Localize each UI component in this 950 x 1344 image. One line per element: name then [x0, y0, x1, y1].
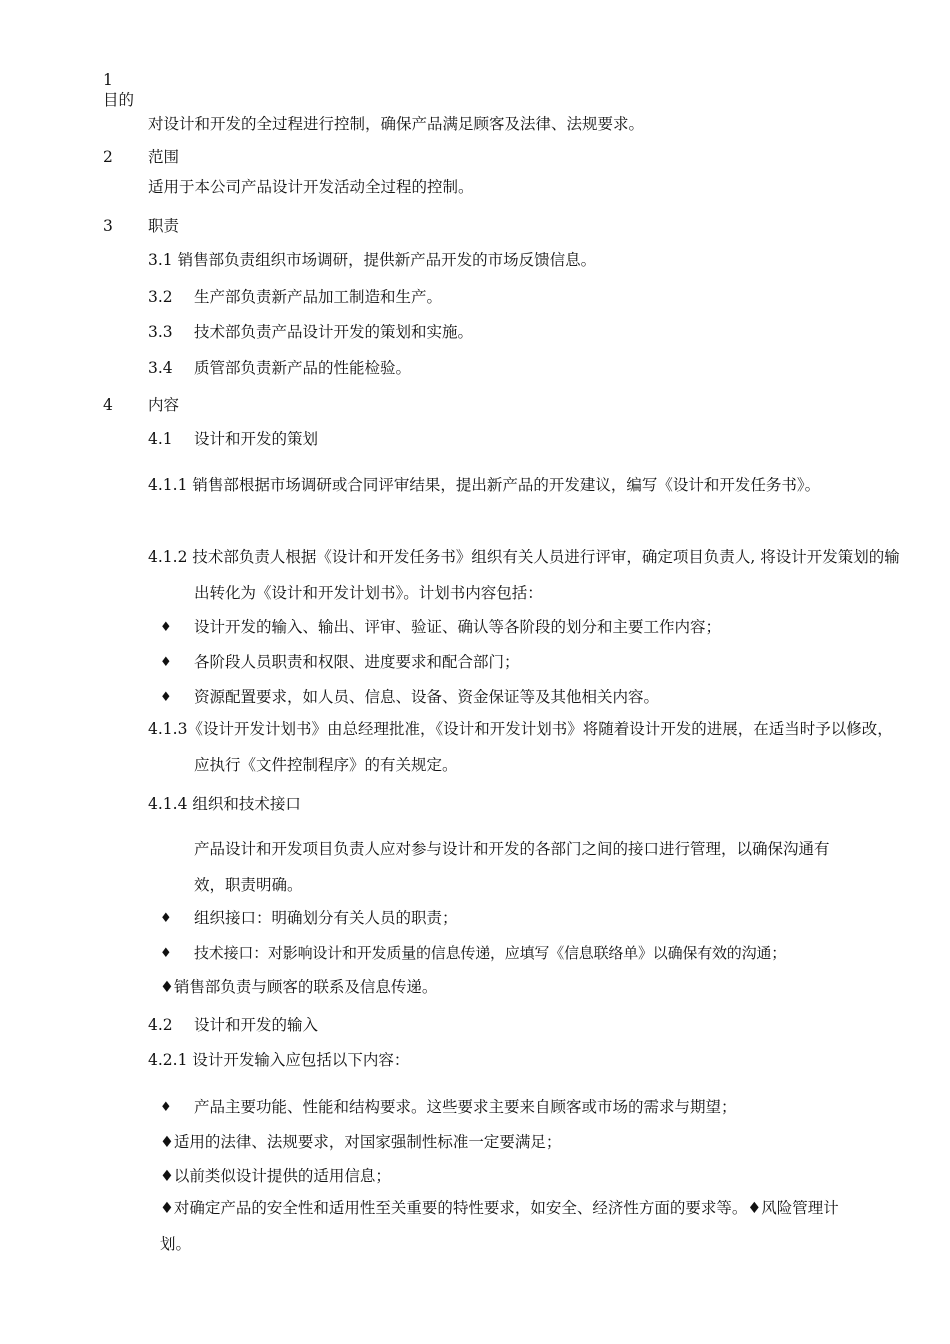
bullet-5-marker: ♦: [160, 946, 172, 961]
bullet-5-text: 技术接口：对影响设计和开发质量的信息传递，应填写《信息联络单》以确保有效的沟通；: [194, 944, 787, 962]
bullet-4-marker: ♦: [160, 911, 172, 926]
section-1-text: 对设计和开发的全过程进行控制，确保产品满足顾客及法律、法规要求。: [148, 115, 645, 133]
bullet-9-text: ♦以前类似设计提供的适用信息；: [160, 1167, 391, 1185]
bullet-10-text: ♦对确定产品的安全性和适用性至关重要的特性要求，如安全、经济性方面的要求等。♦风险管理计划。: [160, 1199, 839, 1253]
section-1-number: 1: [103, 71, 113, 89]
bullet-3-marker: ♦: [160, 690, 172, 705]
section-3-number: 3: [103, 217, 113, 235]
bullet-2-text: 各阶段人员职责和权限、进度要求和配合部门；: [194, 653, 520, 671]
item-3-1: 3.1 销售部负责组织市场调研，提供新产品开发的市场反馈信息。: [148, 251, 597, 269]
section-1-title: 目的: [103, 91, 135, 109]
bullet-6-text: ♦销售部负责与顾客的联系及信息传递。: [160, 978, 438, 996]
section-4-2-number: 4.2: [148, 1016, 173, 1034]
bullet-1-text: 设计开发的输入、输出、评审、验证、确认等各阶段的划分和主要工作内容；: [194, 618, 722, 636]
section-4-1-title: 设计和开发的策划: [194, 430, 319, 448]
item-3-2-text: 生产部负责新产品加工制造和生产。: [194, 288, 443, 306]
item-3-4-text: 质管部负责新产品的性能检验。: [194, 359, 412, 377]
bullet-7-text: 产品主要功能、性能和结构要求。这些要求主要来自顾客或市场的需求与期望；: [194, 1098, 737, 1116]
section-3-title: 职责: [148, 217, 180, 235]
section-4-title: 内容: [148, 396, 180, 414]
section-4-2-title: 设计和开发的输入: [194, 1016, 319, 1034]
item-3-3-text: 技术部负责产品设计开发的策划和实施。: [194, 323, 474, 341]
item-3-4-number: 3.4: [148, 359, 173, 377]
item-3-2-number: 3.2: [148, 288, 173, 306]
bullet-2-marker: ♦: [160, 655, 172, 670]
section-2-title: 范围: [148, 148, 180, 166]
section-2-text: 适用于本公司产品设计开发活动全过程的控制。: [148, 178, 474, 196]
bullet-4-text: 组织接口：明确划分有关人员的职责；: [194, 909, 458, 927]
section-2-number: 2: [103, 148, 113, 166]
item-3-3-number: 3.3: [148, 323, 173, 341]
paragraph-4-1-2: 4.1.2 技术部负责人根据《设计和开发任务书》组织有关人员进行评审，确定项目负责人, 将设计开发策划的输出转化为《设计和开发计划书》。计划书内容包括：: [148, 548, 900, 602]
section-4-number: 4: [103, 396, 113, 414]
bullet-1-marker: ♦: [160, 620, 172, 635]
paragraph-4-2-1: 4.2.1 设计开发输入应包括以下内容：: [148, 1051, 410, 1069]
paragraph-4-1-4-body: 产品设计和开发项目负责人应对参与设计和开发的各部门之间的接口进行管理，以确保沟通有效，职责明确。: [194, 840, 830, 894]
paragraph-4-1-1: 4.1.1 销售部根据市场调研或合同评审结果，提出新产品的开发建议，编写《设计和开发任务书》。: [148, 476, 821, 494]
bullet-7-marker: ♦: [160, 1100, 172, 1115]
paragraph-4-1-3: 4.1.3《设计开发计划书》由总经理批准，《设计和开发计划书》将随着设计开发的进展，在适当时予以修改，应执行《文件控制程序》的有关规定。: [148, 720, 893, 774]
bullet-3-text: 资源配置要求，如人员、信息、设备、资金保证等及其他相关内容。: [194, 688, 660, 706]
heading-4-1-4: 4.1.4 组织和技术接口: [148, 795, 301, 813]
section-4-1-number: 4.1: [148, 430, 173, 448]
bullet-8-text: ♦适用的法律、法规要求，对国家强制性标准一定要满足；: [160, 1133, 562, 1151]
